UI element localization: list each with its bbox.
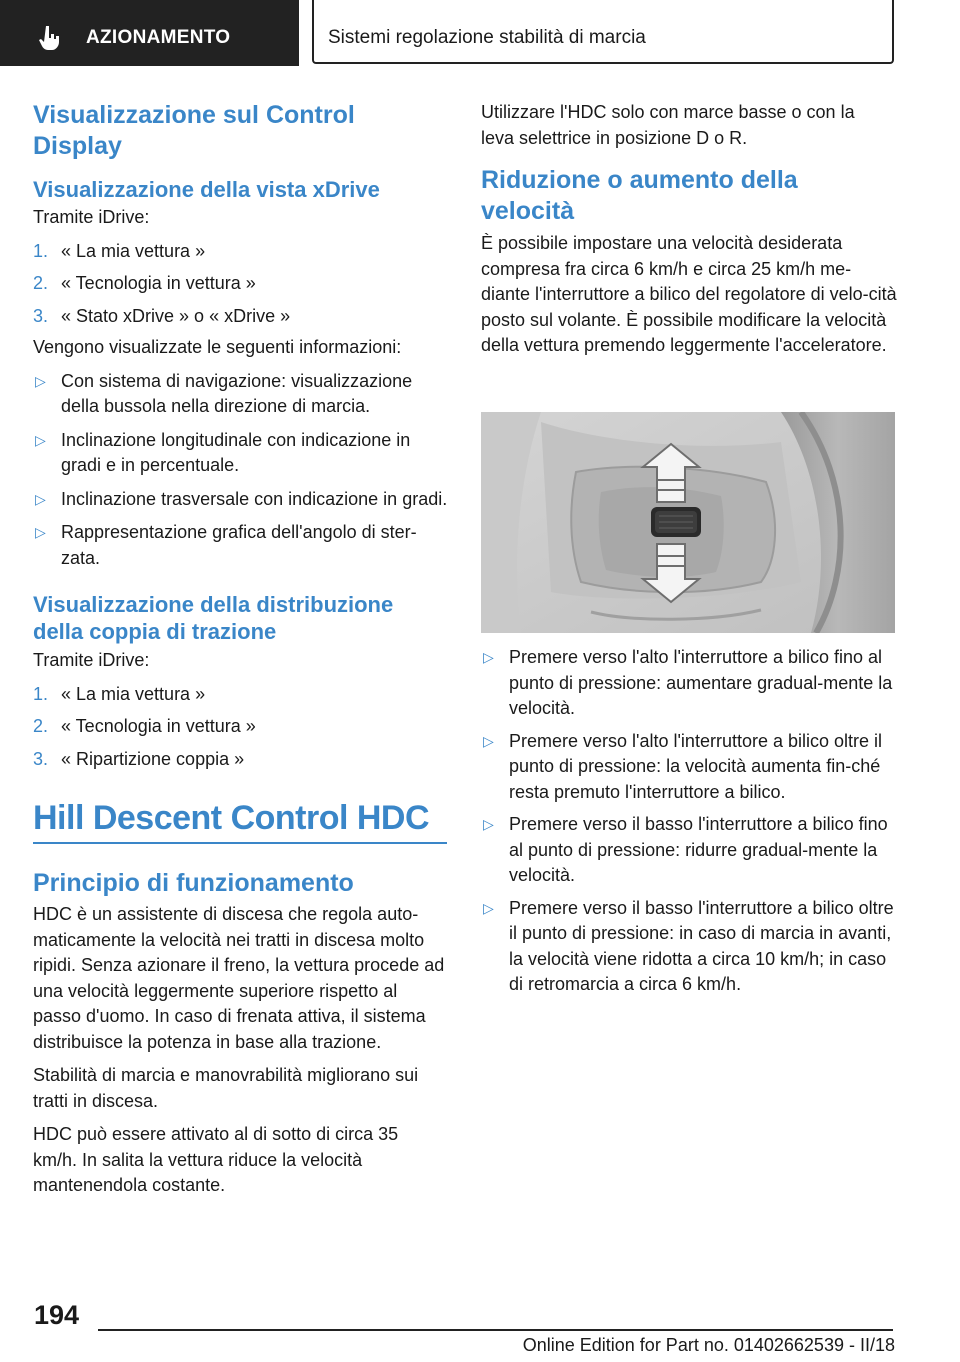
- list-item: 1. « La mia vettura »: [33, 240, 206, 261]
- list-item: 2. « Tecnologia in vettura »: [33, 273, 256, 293]
- chapter-tab: [312, 0, 894, 64]
- list-item: ▷ Con sistema di navigazione: visualizzazione della bussola nella direzione di marcia.: [35, 370, 413, 416]
- edition-info: Online Edition for Part no. 01402662539 - II/18: [522, 1335, 895, 1355]
- list-item: ▷ Inclinazione longitudinale con indicazione in gradi e in percentuale.: [35, 429, 411, 475]
- xdrive-info-intro: Vengono visualizzate le seguenti informazioni:: [33, 337, 402, 357]
- heading-control-display: Visualizzazione sul Control Display: [33, 101, 355, 160]
- page-header: [0, 0, 960, 66]
- list-item: ▷ Premere verso l'alto l'interruttore a bilico fino al punto di pressione: aumentare gradual-mente la velocità.: [483, 647, 893, 718]
- list-item: ▷ Premere verso il basso l'interruttore a bilico oltre il punto di pressione: in caso di marcia in avanti, la velocità viene ridotta a circa 10 km/h; in caso di retromarcia a circa 6 km/h.: [483, 897, 894, 994]
- heading-principle: Principio di funzionamento: [33, 869, 354, 897]
- hdc-gear-note: Utilizzare l'HDC solo con marce basse o con la leva selettrice in posizione D o R.: [481, 102, 855, 148]
- steering-wheel-rocker-switch-image: [481, 412, 895, 633]
- heading-hdc: Hill Descent Control HDC: [33, 799, 430, 837]
- principle-paragraph-3: HDC può essere attivato al di sotto di circa 35 km/h. In salita la vettura riduce la velocità mantenendola costante.: [33, 1124, 399, 1195]
- principle-paragraph-1: HDC è un assistente di discesa che regola auto-maticamente la velocità nei tratti in discesa molto ripidi. Senza azionare il freno, la vettura procede ad una velocità leggermente superiore rispetto al passo d'uomo. In caso di frenata attiva, il sistema distribuisce la potenza in base alla trazione.: [33, 904, 445, 1052]
- left-column: [33, 100, 449, 1199]
- list-item: ▷ Rappresentazione grafica dell'angolo di ster-zata.: [35, 522, 417, 568]
- list-item: 1. « La mia vettura »: [33, 683, 206, 704]
- hand-pointer-icon: [36, 24, 64, 52]
- list-item: ▷ Inclinazione trasversale con indicazione in gradi.: [33, 487, 449, 513]
- footer-divider: [98, 1329, 893, 1331]
- triangle-right-icon: ▷: [35, 372, 46, 389]
- list-item: ▷ Premere verso il basso l'interruttore a bilico fino al punto di pressione: ridurre gradual-mente la velocità.: [483, 814, 888, 885]
- triangle-right-icon: ▷: [483, 649, 494, 665]
- triangle-right-icon: ▷: [483, 816, 494, 832]
- section-label: AZIONAMENTO: [86, 27, 231, 48]
- xdrive-intro: Tramite iDrive:: [33, 207, 150, 227]
- heading-speed: Riduzione o aumento della velocità: [481, 166, 798, 225]
- list-item: 3. « Ripartizione coppia »: [33, 748, 245, 769]
- triangle-right-icon: ▷: [35, 490, 46, 507]
- chapter-label: Sistemi regolazione stabilità di marcia: [328, 27, 646, 48]
- triangle-right-icon: ▷: [35, 431, 46, 448]
- dist-steps: [33, 682, 449, 773]
- triangle-right-icon: ▷: [483, 899, 494, 916]
- list-item: ▷ Premere verso l'alto l'interruttore a bilico oltre il punto di pressione: la velocità aumenta fin-ché resta premuto l'interruttore a bilico.: [483, 730, 883, 802]
- speed-paragraph: È possibile impostare una velocità desiderata compresa fra circa 6 km/h e circa 25 km/h me-diante l'interruttore a bilico del regolatore di velo-cità posto sul volante. È possibile modificare la velocità della vettura premendo leggermente l'acceleratore.: [481, 233, 897, 355]
- page-number: 194: [34, 1300, 80, 1330]
- right-column: [481, 100, 897, 359]
- section-tab: [0, 0, 299, 66]
- triangle-right-icon: ▷: [35, 524, 46, 540]
- triangle-right-icon: ▷: [483, 732, 494, 749]
- list-item: 3. « Stato xDrive » o « xDrive »: [33, 305, 291, 326]
- xdrive-info-list: [33, 369, 449, 572]
- divider: [33, 842, 447, 844]
- xdrive-steps: [33, 239, 449, 330]
- dist-intro: Tramite iDrive:: [33, 650, 150, 670]
- heading-xdrive: Visualizzazione della vista xDrive: [33, 177, 380, 202]
- heading-distribution: Visualizzazione della distribuzione della coppia di trazione: [33, 592, 394, 644]
- list-item: 2. « Tecnologia in vettura »: [33, 716, 256, 736]
- speed-list: [481, 645, 897, 998]
- principle-paragraph-2: Stabilità di marcia e manovrabilità migliorano sui tratti in discesa.: [33, 1065, 419, 1111]
